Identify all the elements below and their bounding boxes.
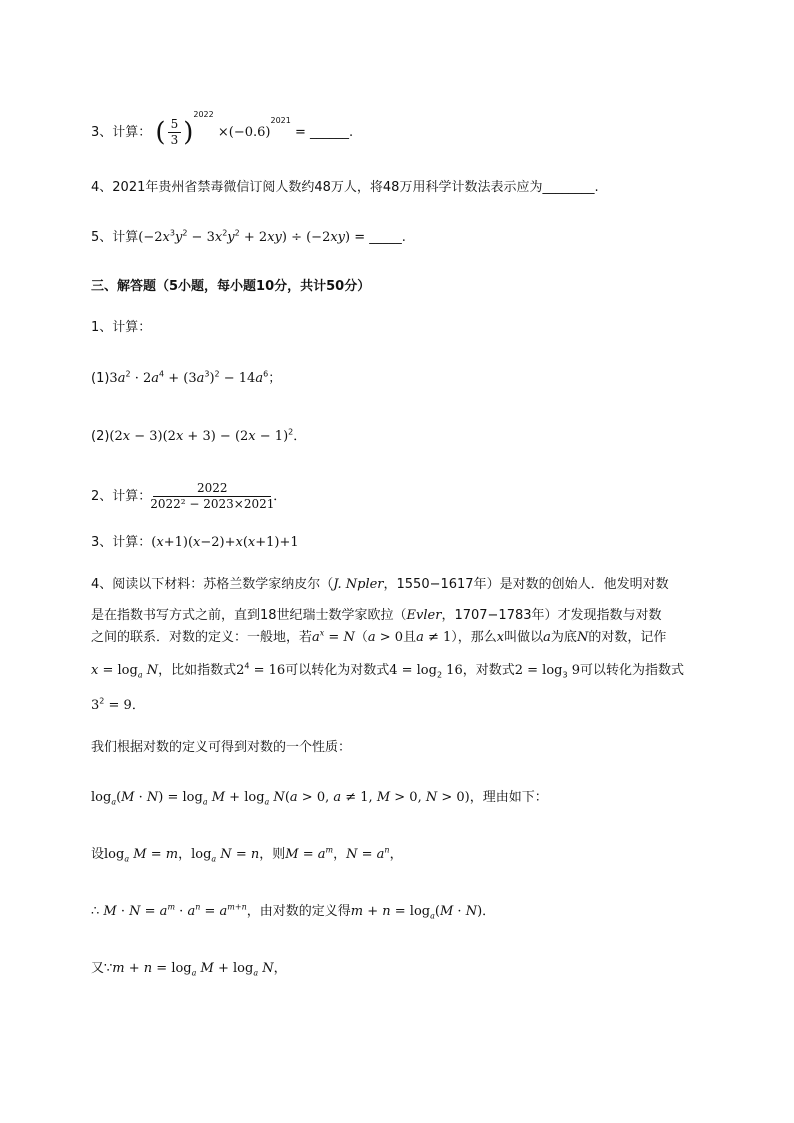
question-3: 3、计算：(x+1)(x−2)+x(x+1)+1 xyxy=(91,535,299,550)
problem-5-label: 5、计算 xyxy=(91,230,139,245)
answer-blank-3: = ______. xyxy=(294,125,354,140)
question-4-line-4: $x = \log_a N$，比如指数式$2^4 = 16$可以转化为对数式$4 = \log_2 16$，对数式$2 = \log_3 9$可以转化为指数式 xyxy=(91,661,684,680)
proof-also-line: 又∵m + $n = \log_a M + \log_a N$， xyxy=(91,961,287,978)
section-heading: 三、解答题（5小题，每小题10分，共计50分） xyxy=(91,279,371,294)
question-4-line-2: 是在指数书写方式之前，直到18世纪瑞士数学家欧拉（Evler，1707−1783年）才发现指数与对数 xyxy=(91,608,662,623)
question-1-part-2: $(2)(2x - 3)(2x + 3) - (2x - 1)^2$． xyxy=(91,427,307,444)
problem-4: 4、2021年贵州省禁毒微信订阅人数约48万人，将48万用科学计数法表示应为________. xyxy=(91,180,599,195)
exponent-2022: 2022 xyxy=(193,109,214,119)
question-1-label: 1、计算： xyxy=(91,320,152,335)
exponent-2021: 2021 xyxy=(270,115,291,125)
problem-5: 5、计算$(-2x^3y^2 - 3x^2y^2 + 2xy) \div (-2xy)$ = _____. xyxy=(91,228,406,245)
answer-blank-5: = _____. xyxy=(354,230,406,245)
proof-therefore-line: ∴ $M \cdot N = a^m \cdot a^n = a^{m+n}$，由对数的定义得$m + n = \log_a(M \cdot N)$． xyxy=(91,902,496,921)
question-4-line-5: $3^2 = 9$． xyxy=(91,696,145,713)
question-2-fraction: $\frac{2022}{\text{2022² − 2023×2021}}$ xyxy=(150,481,275,511)
property-formula: $\log_a(M \cdot N) = \log_a M + \log_a N(a > 0$, a ≠ 1, M > 0, N > 0)，理由如下： xyxy=(91,790,548,807)
fraction-5-3: $\frac{5}{3}$ xyxy=(168,117,182,148)
question-2: 2、计算： $\frac{2022}{\text{2022² − 2023×2021}}$ ． xyxy=(91,481,287,511)
problem-3-label: 3、计算： xyxy=(91,125,152,140)
property-intro: 我们根据对数的定义可得到对数的一个性质： xyxy=(91,740,352,755)
question-4-line-1: 4、阅读以下材料：苏格兰数学家纳皮尔（J. Npler，1550−1617年）是对数的创始人．他发明对数 xyxy=(91,577,669,592)
question-2-label: 2、计算： xyxy=(91,489,152,504)
problem-3: 3、计算： ( $\frac{5}{3}$ )$^{2022} \times(-0.6)^{2021}$ = ______. xyxy=(91,109,354,148)
question-3-label: 3、计算： xyxy=(91,535,152,550)
question-1-part-1: $(1)3a^2 \cdot 2a^4 + (3a^3)^2 - 14a^6$； xyxy=(91,369,282,386)
proof-set-line: 设$\log_a M = m$，$\log_a N = n$，则$M = a^m$，$N = a^n$， xyxy=(91,845,403,864)
question-4-line-3: 之间的联系．对数的定义：一般地，若$a^x = N(a > 0$且a ≠ 1），那么x叫做以a为底N的对数，记作 xyxy=(91,628,667,645)
